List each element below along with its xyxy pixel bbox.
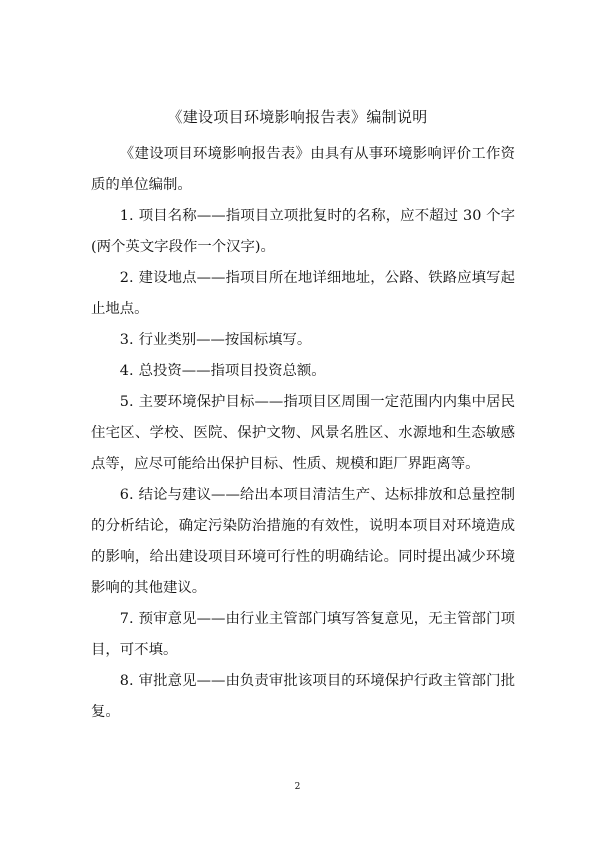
item-paragraph: [91, 356, 515, 387]
item-paragraph: [91, 480, 515, 604]
item-text: 项目名称——指项目立项批复时的名称，应不超过 30 个字(两个英文字段作一个汉字)。: [91, 208, 515, 255]
item-number: 3.: [119, 332, 134, 348]
item-text: 行业类别——按国标填写。: [138, 332, 312, 348]
item-number: 5.: [119, 394, 134, 410]
item-number: 8.: [119, 673, 134, 689]
item-paragraph: [91, 263, 515, 325]
item-text: 审批意见——由负责审批该项目的环境保护行政主管部门批复。: [91, 673, 515, 720]
item-number: 1.: [119, 208, 134, 224]
document-body: [91, 139, 515, 728]
item-text: 主要环境保护目标——指项目区周围一定范围内内集中居民住宅区、学校、医院、保护文物、风景名胜区、水源地和生态敏感点等，应尽可能给出保护目标、性质、规模和距厂界距离等。: [91, 394, 515, 472]
item-paragraph: [91, 201, 515, 263]
item-number: 2.: [119, 270, 134, 286]
item-paragraph: [91, 325, 515, 356]
item-text: 总投资——指项目投资总额。: [138, 363, 326, 379]
page-number: 2: [294, 782, 301, 792]
item-paragraph: [91, 604, 515, 666]
item-text: 结论与建议——给出本项目清洁生产、达标排放和总量控制的分析结论，确定污染防治措施的有效性，说明本项目对环境造成的影响，给出建设项目环境可行性的明确结论。同时提出减少环境影响的其他建议。: [91, 487, 515, 596]
item-paragraph: [91, 666, 515, 728]
item-number: 7.: [119, 611, 134, 627]
item-number: 4.: [119, 363, 134, 379]
intro-paragraph: 《建设项目环境影响报告表》由具有从事环境影响评价工作资质的单位编制。: [91, 146, 515, 193]
item-text: 建设地点——指项目所在地详细地址，公路、铁路应填写起止地点。: [91, 270, 515, 317]
document-title: 《建设项目环境影响报告表》编制说明: [167, 108, 428, 126]
item-text: 预审意见——由行业主管部门填写答复意见，无主管部门项目，可不填。: [91, 611, 515, 658]
item-number: 6.: [119, 487, 134, 503]
item-paragraph: [91, 387, 515, 480]
